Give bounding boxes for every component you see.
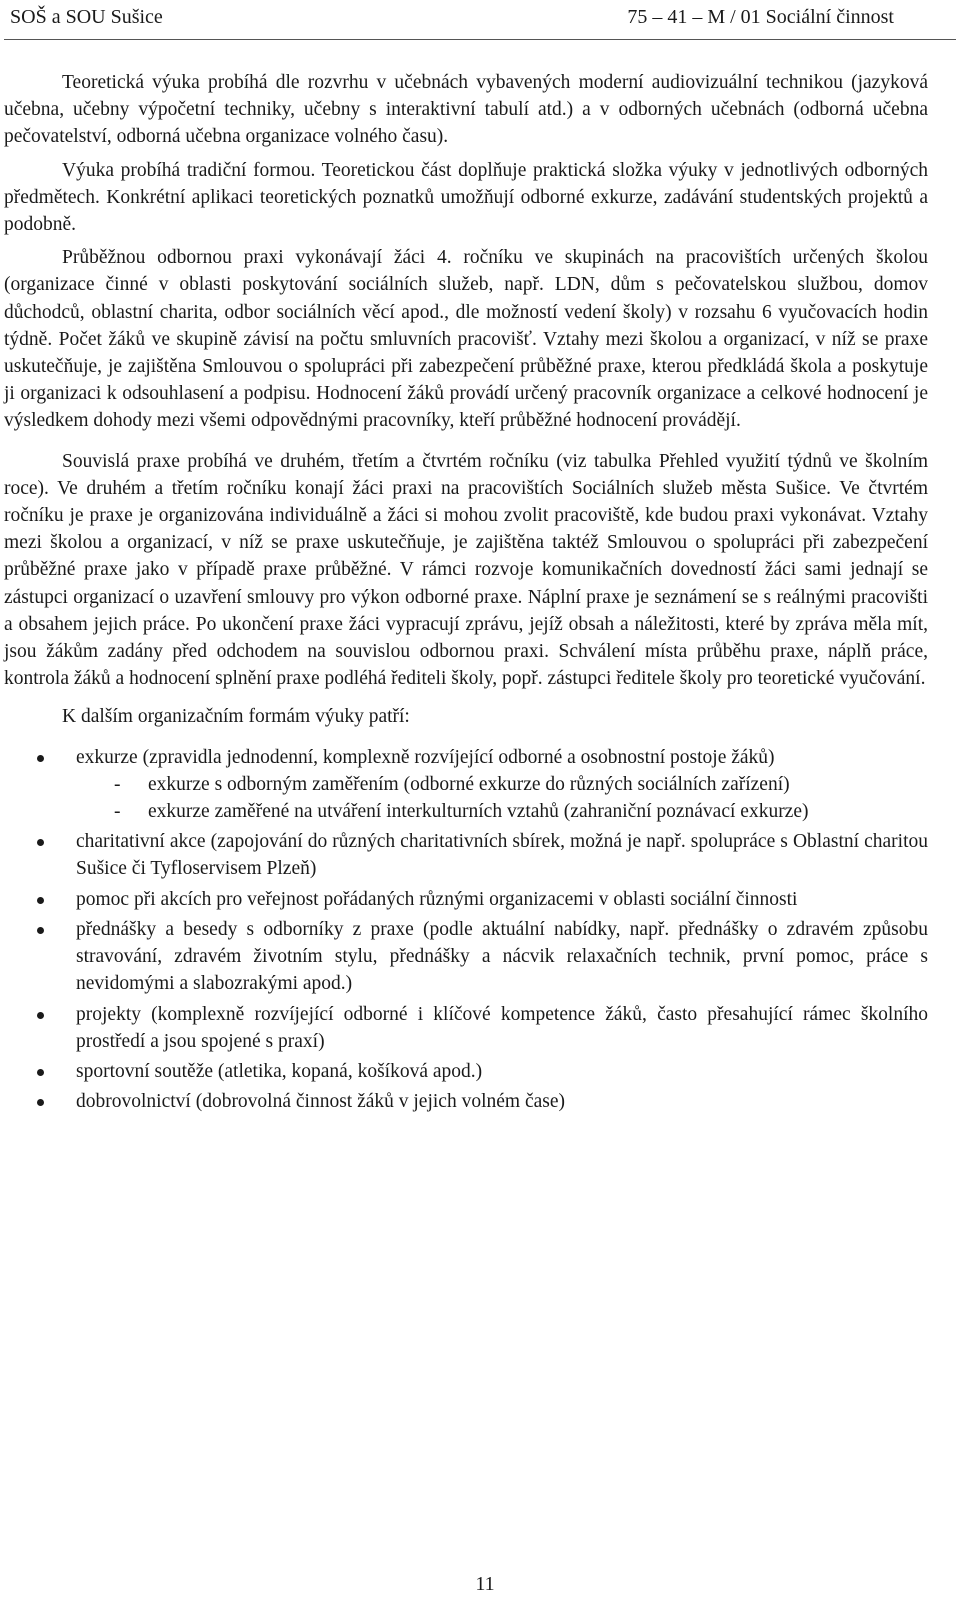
program-code: 75 – 41 – M / 01 Sociální činnost [627, 6, 894, 28]
paragraph-teaching-form: Výuka probíhá tradiční formou. Teoretickou část doplňuje praktická složka výuky v jednotlivých odborných předmětech. Konkrétní aplikaci teoretických poznatků umožňují odborné exkurze, zadávání studentských projektů a podobně. [4, 159, 928, 236]
page-header [10, 6, 950, 32]
paragraph-theory: Teoretická výuka probíhá dle rozvrhu v učebnách vybavených moderní audiovizuální technikou (jazyková učebna, učebny výpočetní techniky, učebny s interaktivní tabulí atd.) a v odborných učebnách (odborná učebna pečovatelství, odborná učebna organizace volného času). [4, 72, 928, 148]
list-item-text: exkurze (zpravidla jednodenní, komplexně rozvíjející odborné a osobnostní postoje žáků) [76, 746, 775, 768]
list-item-text: pomoc při akcích pro veřejnost pořádaných různými organizacemi v oblasti sociální činnosti [76, 888, 798, 910]
sub-list-item-text: exkurze s odborným zaměřením (odborné exkurze do různých sociálních zařízení) [148, 773, 790, 795]
bullet-icon [37, 927, 44, 934]
bullet-icon [37, 1069, 44, 1076]
paragraph-continuous-practice: Souvislá praxe probíhá ve druhém, třetím a čtvrtém ročníku (viz tabulka Přehled využití týdnů ve školním roce). Ve druhém a třetím ročníku konají žáci praxi na pracovištích Sociálních služeb města Sušice. Ve čtvrtém ročníku je praxe je organizována individuálně a žáci si mohou zvolit pracoviště, kde budou praxi vykonávat. Vztahy mezi školou a organizací, v níž se praxe uskutečňuje, je zajištěna taktéž Smlouvou o spolupráci při zabezpečení průběžné praxe jako v případě praxe průběžné. V rámci rozvoje komunikačních dovedností žáci sami jednají se zástupci organizací o uzavření smlouvy pro výkon odborné praxe. Náplní praxe je seznámení se s reálnými pracovišti a obsahem jejich práce. Po ukončení praxe žáci vypracují zprávu, jejíž obsah a náležitosti, které by zpráva měla mít, jsou žákům zadány před odchodem na souvislou odbornou praxi. Schválení místa průběhu praxe, náplň práce, kontrola žáků a hodnocení splnění praxe podléhá řediteli školy, popř. zástupci ředitele školy pro teoretické vyučování. [4, 450, 928, 690]
dash-icon: - [114, 773, 121, 795]
list-item [4, 1058, 928, 1085]
list-item [4, 744, 928, 826]
sub-list [76, 771, 928, 825]
forms-list [4, 744, 928, 1116]
sub-list-item [76, 771, 928, 798]
bullet-icon [37, 839, 44, 846]
bullet-icon [37, 1012, 44, 1019]
list-item-text: sportovní soutěže (atletika, kopaná, košíková apod.) [76, 1060, 483, 1082]
forms-intro: K dalším organizačním formám výuky patří: [62, 706, 410, 728]
list-item [4, 1001, 928, 1055]
school-name: SOŠ a SOU Sušice [10, 6, 163, 28]
sub-list-item-text: exkurze zaměřené na utváření interkulturních vztahů (zahraniční poznávací exkurze) [148, 801, 809, 823]
bullet-icon [37, 755, 44, 762]
list-item [4, 828, 928, 882]
bullet-icon [37, 1099, 44, 1106]
list-item-text: charitativní akce (zapojování do různých charitativních sbírek, možná je např. spolupráce s Oblastní charitou Sušice či Tyfloservisem Plzeň) [76, 831, 928, 880]
header-divider [4, 39, 956, 40]
dash-icon: - [114, 801, 121, 823]
list-item [4, 916, 928, 998]
list-item-text: projekty (komplexně rozvíjející odborné i klíčové kompetence žáků, často přesahující rámec školního prostředí a jsou spojené s praxí) [76, 1003, 928, 1052]
page-number: 11 [475, 1573, 495, 1595]
sub-list-item [76, 798, 928, 825]
list-item [4, 1088, 928, 1115]
list-item-text: dobrovolnictví (dobrovolná činnost žáků v jejich volném čase) [76, 1091, 565, 1113]
paragraph-ongoing-practice: Průběžnou odbornou praxi vykonávají žáci 4. ročníku ve skupinách na pracovištích určených školou (organizace činné v oblasti poskytování sociálních služeb, např. LDN, dům s pečovatelskou službou, domov důchodců, oblastní charita, odbor sociálních věcí apod., dle možností vedení školy) v rozsahu 6 vyučovacích hodin týdně. Počet žáků ve skupině závisí na počtu smluvních pracovišť. Vztahy mezi školou a organizací, v níž se praxe uskutečňuje, je zajištěna Smlouvou o spolupráci při zabezpečení průběžné praxe, kterou předkládá škola a poskytuje ji organizaci k odsouhlasení a podpisu. Hodnocení žáků provádí určený pracovník organizace a celkové hodnocení je výsledkem dohody mezi všemi odpovědnými pracovníky, kteří průběžné hodnocení provádějí. [4, 247, 928, 432]
list-item-text: přednášky a besedy s odborníky z praxe (podle aktuální nabídky, např. přednášky o zdravém způsobu stravování, zdravém životním stylu, přednášky a nácvik relaxačních technik, první pomoc, práce s nevidomými a slabozrakými apod.) [76, 918, 928, 995]
bullet-icon [37, 897, 44, 904]
document-body [4, 69, 928, 1115]
list-item [4, 886, 928, 913]
